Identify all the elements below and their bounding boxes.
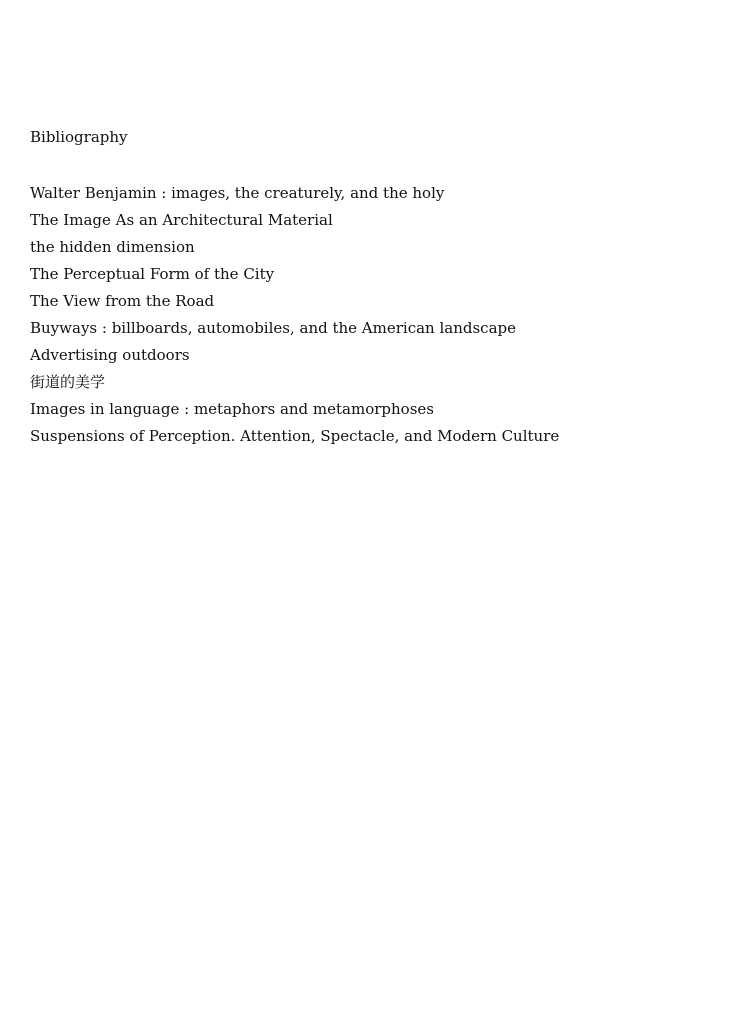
bibliography-entry: Advertising outdoors: [30, 346, 190, 364]
bibliography-entry: Images in language : metaphors and metamorphoses: [30, 400, 434, 418]
bibliography-list: [30, 180, 559, 450]
bibliography-entry: Suspensions of Perception. Attention, Spectacle, and Modern Culture: [30, 427, 560, 445]
bibliography-entry: The Image As an Architectural Material: [30, 211, 333, 229]
bibliography-entry: Buyways : billboards, automobiles, and the American landscape: [30, 319, 517, 337]
bibliography-heading: Bibliography: [30, 128, 128, 146]
bibliography-entry: the hidden dimension: [30, 238, 195, 256]
bibliography-entry: 街道的美学: [30, 373, 106, 391]
bibliography-entry: The View from the Road: [30, 292, 215, 310]
bibliography-entry: Walter Benjamin : images, the creaturely, and the holy: [30, 184, 445, 202]
bibliography-entry: The Perceptual Form of the City: [30, 265, 275, 283]
